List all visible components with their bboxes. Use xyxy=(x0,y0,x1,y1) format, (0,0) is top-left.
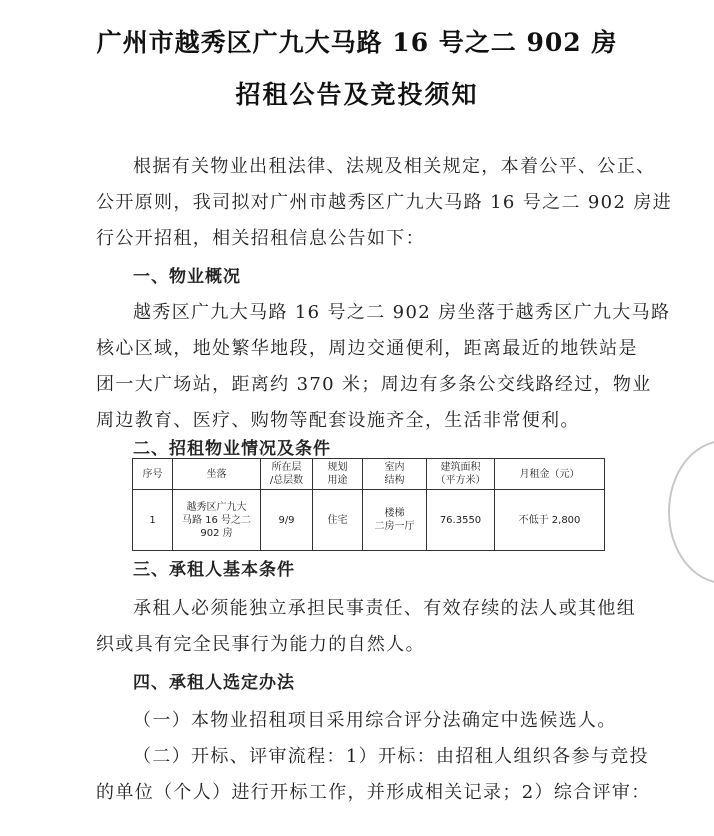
intro-line-3: 行公开招租，相关招租信息公告如下： xyxy=(96,228,425,249)
section1-heading: 一、物业概况 xyxy=(133,267,241,287)
section1-line-3: 团一大广场站，距离约 370 米；周边有多条公交线路经过，物业 xyxy=(96,374,652,395)
table-cell: 不低于 2,800 xyxy=(495,490,605,551)
doc-title-line1: 广州市越秀区广九大马路 16 号之二 902 房 xyxy=(96,28,618,57)
table-header-row xyxy=(133,459,605,490)
section1-line-4: 周边教育、医疗、购物等配套设施齐全，生活非常便利。 xyxy=(96,410,580,431)
intro-line-2: 公开原则，我司拟对广州市越秀区广九大马路 16 号之二 902 房进 xyxy=(96,192,673,213)
header-cell: 坐落 xyxy=(173,459,261,490)
table-cell: 住宅 xyxy=(313,490,363,551)
table-cell: 1 xyxy=(133,490,173,551)
section2-heading: 二、招租物业情况及条件 xyxy=(133,439,331,459)
header-cell: 序号 xyxy=(133,459,173,490)
doc-title-line2: 招租公告及竞投须知 xyxy=(235,80,479,109)
intro-line-1: 根据有关物业出租法律、法规及相关规定，本着公平、公正、 xyxy=(133,156,656,177)
property-table xyxy=(132,458,605,551)
table-cell: 楼梯 二房一厅 xyxy=(363,490,427,551)
header-cell: 室内 结构 xyxy=(363,459,427,490)
header-cell: 建筑面积 （平方米） xyxy=(427,459,495,490)
table-row xyxy=(133,490,605,551)
section3-line-2: 织或具有完全民事行为能力的自然人。 xyxy=(96,634,425,655)
header-cell: 规划 用途 xyxy=(313,459,363,490)
table-cell: 76.3550 xyxy=(427,490,495,551)
header-cell: 月租金（元） xyxy=(495,459,605,490)
section1-line-1: 越秀区广九大马路 16 号之二 902 房坐落于越秀区广九大马路 xyxy=(133,302,671,323)
section4-line-1: （一）本物业招租项目采用综合评分法确定中选候选人。 xyxy=(133,710,617,731)
official-seal-partial xyxy=(668,440,714,584)
section4-line-2: （二）开标、评审流程：1）开标：由招租人组织各参与竞投 xyxy=(133,746,649,767)
section3-heading: 三、承租人基本条件 xyxy=(133,560,295,580)
section3-line-1: 承租人必须能独立承担民事责任、有效存续的法人或其他组 xyxy=(133,598,637,619)
section4-heading: 四、承租人选定办法 xyxy=(133,673,295,693)
section1-line-2: 核心区域，地处繁华地段，周边交通便利，距离最近的地铁站是 xyxy=(96,338,638,359)
table-cell: 越秀区广九大 马路 16 号之二 902 房 xyxy=(173,490,261,551)
table-cell: 9/9 xyxy=(261,490,313,551)
section4-line-3: 的单位（个人）进行开标工作，并形成相关记录；2）综合评审： xyxy=(96,782,651,803)
header-cell: 所在层 /总层数 xyxy=(261,459,313,490)
